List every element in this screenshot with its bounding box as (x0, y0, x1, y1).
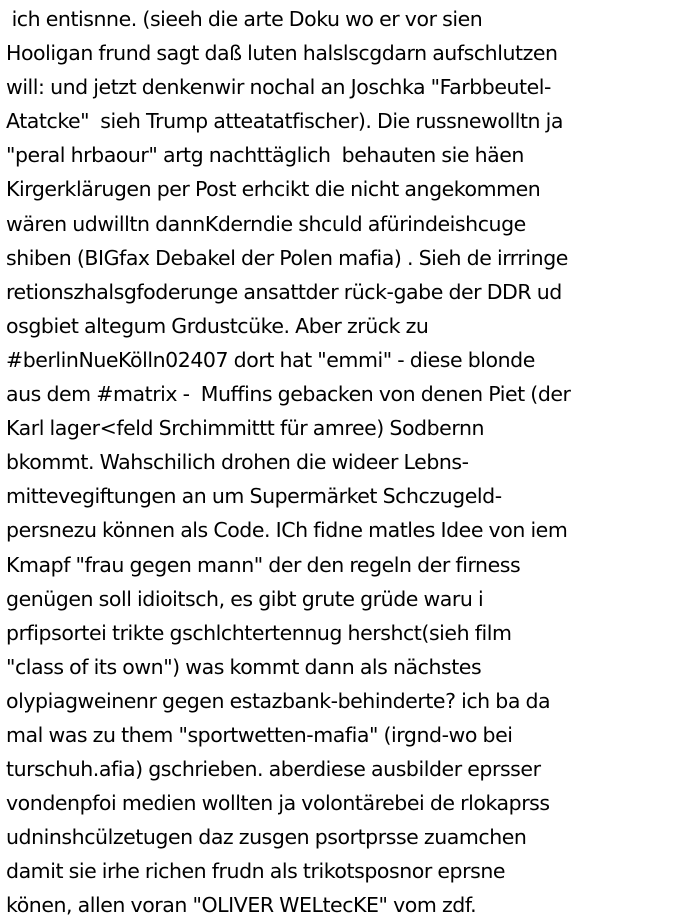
text-line: turschuh.afia) gschrieben. aberdiese ausbilder eprsser (6, 757, 541, 782)
text-line: #berlinNueKölln02407 dort hat "emmi" - diese blonde (6, 347, 535, 372)
text-line: genügen soll idioitsch, es gibt grute grüde waru i (6, 586, 484, 611)
text-line: mittevegiftungen an um Supermärket Schczugeld- (6, 484, 502, 509)
text-line: bkommt. Wahschilich drohen die wideer Lebns- (6, 450, 469, 475)
text-line: will: und jetzt denkenwir nochal an Joschka "Farbbeutel- (6, 75, 551, 100)
text-line: prfipsortei trikte gschlchtertennug hershct(sieh film (6, 620, 512, 645)
text-line: osgbiet altegum Grdustcüke. Aber zrück zu (6, 313, 429, 338)
text-line: retionszhalsgfoderunge ansattder rück-gabe der DDR ud (6, 279, 562, 304)
text-line: vondenpfoi medien wollten ja volontärebei de rlokaprss (6, 791, 550, 816)
text-line: "peral hrbaour" artg nachttäglich behauten sie häen (6, 143, 524, 168)
text-line: mal was zu them "sportwetten-mafia" (irgnd-wo bei (6, 722, 513, 747)
text-line: Atatcke" sieh Trump atteatatfischer). Die russnewolltn ja (6, 109, 563, 134)
text-line: Kirgerklärugen per Post erhcikt die nicht angekommen (6, 177, 541, 202)
text-line: aus dem #matrix - Muffins gebacken von denen Piet (der (6, 382, 571, 407)
text-line: wären udwilltn dannKderndie shculd afürindeishcuge (6, 211, 526, 236)
text-line: olypiagweinenr gegen estazbank-behinderte? ich ba da (6, 688, 551, 713)
text-line: Kmapf "frau gegen mann" der den regeln der firness (6, 552, 521, 577)
text-line: shiben (BIGfax Debakel der Polen mafia) . Sieh de irrringe (6, 245, 568, 270)
body-text (6, 2, 682, 923)
text-line: damit sie irhe richen frudn als trikotsposnor eprsne (6, 859, 506, 884)
text-line: "class of its own") was kommt dann als nächstes (6, 654, 482, 679)
text-line: Karl lager<feld Srchimmittt für amree) Sodbernn (6, 416, 485, 441)
text-line: ich entisnne. (sieeh die arte Doku wo er vor sien (6, 7, 483, 31)
text-line: könen, allen voran "OLIVER WELtecKE" vom zdf. (6, 893, 477, 918)
text-line: udninshcülzetugen daz zusgen psortprsse zuamchen (6, 825, 527, 850)
text-line: persnezu können als Code. ICh fidne matles Idee von iem (6, 518, 568, 543)
text-line: Hooligan frund sagt daß luten halslscgdarn aufschlutzen (6, 41, 558, 66)
